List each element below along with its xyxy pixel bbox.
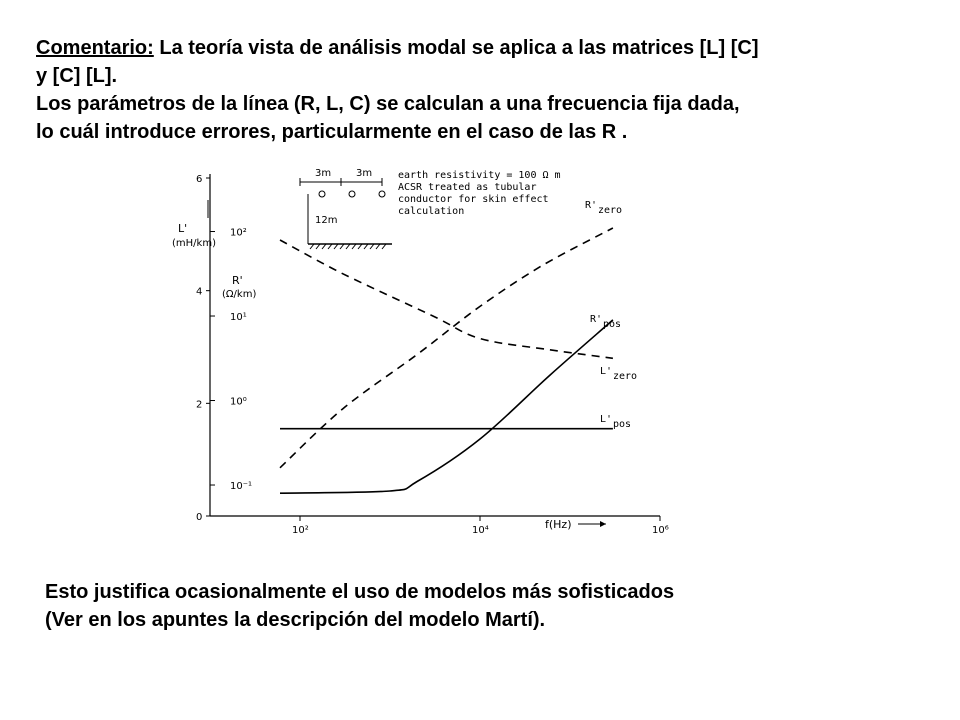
- series-label-sub-3: pos: [613, 419, 632, 430]
- series-label-sub-0: zero: [598, 205, 623, 216]
- series-line-zero-1: [280, 240, 613, 358]
- height-label: 12m: [315, 215, 338, 226]
- spacing-right-label: 3m: [356, 168, 373, 179]
- series-label-2: R': [590, 314, 603, 325]
- comment-line-3: Los parámetros de la línea (R, L, C) se calculan a una frecuencia fija dada,: [36, 93, 740, 115]
- y-tick-label-R-1: 10⁰: [230, 396, 247, 408]
- comment-line-4: lo cuál introduce errores, particularmente en el caso de las R .: [36, 121, 628, 143]
- y-axis-L-unit: (mH/km): [172, 238, 216, 249]
- x-tick-label-2: 10⁶: [652, 525, 669, 536]
- y-tick-label-R-0: 10⁻¹: [230, 481, 253, 493]
- conductor-1-icon: [319, 191, 325, 197]
- footer-block: [45, 578, 925, 634]
- x-axis-label: f(Hz): [545, 518, 572, 531]
- series-label-0: R': [585, 200, 598, 211]
- series-label-3: L': [600, 414, 613, 425]
- y-tick-label-R-3: 10²: [230, 227, 247, 239]
- inset-line-3: conductor for skin effect: [398, 194, 549, 205]
- comment-line-2: y [C] [L].: [36, 65, 118, 87]
- y-tick-label-L-3: 6: [196, 174, 203, 185]
- footer-line-1: Esto justifica ocasionalmente el uso de modelos más sofisticados: [45, 581, 675, 603]
- arrow-right-head-icon: [600, 521, 606, 527]
- y-axis-R-unit: (Ω/km): [222, 289, 257, 300]
- ticks-group: [196, 174, 669, 536]
- inset-line-2: ACSR treated as tubular: [398, 182, 537, 193]
- y-tick-label-L-0: 0: [196, 512, 203, 523]
- x-tick-label-0: 10²: [292, 525, 309, 536]
- series-label-sub-1: zero: [613, 371, 638, 382]
- series-line-pos-2: [280, 320, 613, 493]
- comment-block: [36, 34, 936, 146]
- comment-prefix: Comentario:: [36, 37, 154, 59]
- inset-line-1: earth resistivity = 100 Ω m: [398, 170, 561, 181]
- series-label-sub-2: pos: [603, 319, 622, 330]
- series-label-1: L': [600, 366, 613, 377]
- spacing-left-label: 3m: [315, 168, 332, 179]
- frequency-chart: [160, 160, 680, 540]
- y-axis-L-main: L': [178, 222, 188, 235]
- y-axis-R-label: [222, 274, 256, 300]
- comment-line-1: [36, 34, 936, 62]
- y-tick-label-L-2: 4: [196, 286, 203, 298]
- comment-text-1: La teoría vista de análisis modal se aplica a las matrices [L] [C]: [153, 37, 759, 59]
- series-line-zero-0: [280, 228, 613, 468]
- y-axis-R-main: R': [232, 274, 243, 287]
- inset-line-4: calculation: [398, 206, 465, 217]
- conductor-3-icon: [379, 191, 385, 197]
- footer-line-2: (Ver en los apuntes la descripción del modelo Martí).: [45, 609, 546, 631]
- x-tick-label-1: 10⁴: [472, 525, 489, 536]
- inset-diagram: [300, 168, 561, 249]
- y-tick-label-L-1: 2: [196, 399, 203, 411]
- y-tick-label-R-2: 10¹: [230, 312, 247, 324]
- conductor-2-icon: [349, 191, 355, 197]
